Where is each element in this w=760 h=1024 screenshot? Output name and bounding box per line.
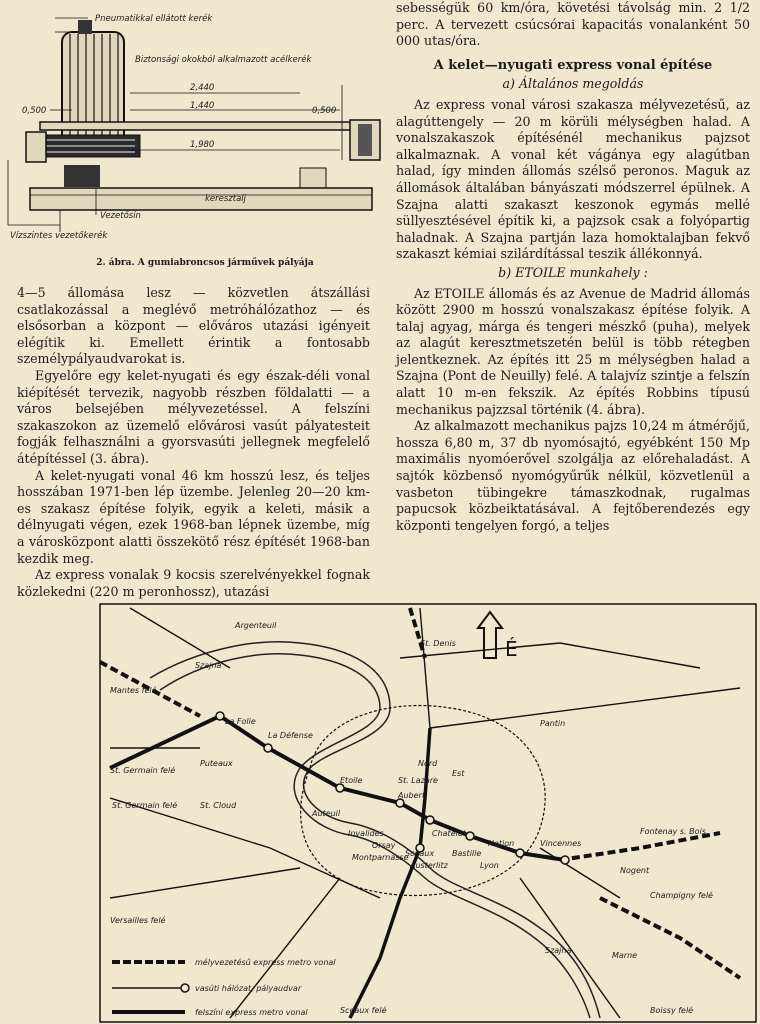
place-aubert: Aubert	[398, 791, 425, 800]
figure-2-track-diagram	[0, 0, 390, 258]
label-steel-wheel: Biztonsági okokból alkalmazott acélkerék	[135, 55, 312, 65]
place-bastille: Bastille	[452, 849, 482, 858]
place-fontenay: Fontenay s. Bois	[640, 827, 706, 836]
left-paragraph-4: Az express vonalak 9 kocsis szerelvényekkel fognak közlekedni (220 m peronhossz), utazási	[17, 567, 370, 599]
metro-map	[0, 598, 760, 1024]
left-paragraph-1: 4—5 állomása lesz — közvetlen átszállási csatlakozással a meglévő metróhálózathoz — és elsősorban a központ — előváros utazási igényeit elégítik ki. Emellett érintik a fontosabb személypályaudvarokat is.	[17, 285, 370, 367]
place-chatelet: Chatelet	[432, 829, 466, 838]
place-lyon: Lyon	[480, 861, 499, 870]
place-argenteuil: Argenteuil	[235, 621, 277, 630]
figure-2-caption: 2. ábra. A gumiabroncsos járművek pályája	[96, 258, 314, 268]
place-st-lazare: St. Lazare	[398, 776, 438, 785]
place-nation: Nation	[488, 839, 515, 848]
place-vincennes: Vincennes	[540, 839, 582, 848]
right-paragraph-3: Az alkalmazott mechanikus pajzs 10,24 m átmérőjű, hossza 6,80 m, 37 db nyomósajtó, egyébként 150 Mp maximális nyomóerővel szolgálja az előrehaladást. A sajtók közbenső nyomógyűrűk nélkül, közvetlenül a vasbeton tübingekre támaszkodnak, rugalmas papucsok közbeiktatásával. A fejtőberendezés egy központi tengelyen forgó, a teljes	[396, 418, 750, 533]
place-boissy: Boissy felé	[650, 1006, 694, 1015]
north-label: É	[505, 637, 518, 661]
place-orsay: Orsay	[372, 841, 396, 850]
place-nord: Nord	[418, 759, 438, 768]
place-la-folie: La Folie	[225, 717, 256, 726]
place-st-germain-2: St. Germain felé	[112, 801, 178, 810]
label-dim-2440: 2,440	[190, 83, 215, 93]
place-puteaux: Puteaux	[200, 759, 233, 768]
place-etoile: Etoile	[340, 776, 363, 785]
place-champigny: Champigny felé	[650, 891, 713, 900]
place-invalides: Invalides	[348, 829, 384, 838]
right-paragraph-2: Az ETOILE állomás és az Avenue de Madrid állomás között 2900 m hosszú vonalszakasz építése folyik. A talaj agyag, márga és tengeri mészkő (puha), melyek az alagút keresztmetszetén belül is több rétegben jelentkeznek. Az építés itt 25 m mélységben halad a Szajna (Pont de Neuilly) felé. A talajvíz szintje a felszín alatt 10 m-en fekszik. Az építés Robbins típusú mechanikus pajzzsal történik (4. ábra).	[396, 285, 750, 417]
label-dim-500-left: 0,500	[22, 106, 47, 116]
section-heading: A kelet—nyugati express vonal építése	[433, 57, 713, 73]
place-st-denis: St. Denis	[420, 639, 456, 648]
left-paragraph-3: A kelet-nyugati vonal 46 km hosszú lesz, és teljes hosszában 1971-ben lép üzembe. Jelenleg 20—20 km-es szakasz építése folyik, egyik a keleti, másik a délnyugati végen, ezek 1968-ban lépnek üzembe, míg a városközpont alatti összekötő rész építését 1968-ban kezdik meg.	[17, 467, 370, 566]
subheading-a: a) Általános megoldás	[502, 76, 644, 92]
legend-railway: vasúti hálózat, pályaudvar	[195, 984, 302, 993]
left-paragraph-2: Egyelőre egy kelet-nyugati és egy észak-déli vonal kiépítését tervezik, nagyobb részben földalatti — a város belsejében mélyvezetéssel. A felszíni szakaszokon az üzemelő elővárosi vasút pályatesteit fogják felhasználni a gyorsvasúti jellegnek megfelelő átépítéssel (3. ábra).	[17, 367, 370, 466]
place-nogent: Nogent	[620, 866, 650, 875]
label-dim-500-right: 0,500	[312, 106, 337, 116]
label-pneumatic-wheel: Pneumatikkal ellátott kerék	[95, 14, 213, 24]
place-la-defense: La Défense	[268, 731, 313, 740]
label-rail: Vezetősín	[100, 211, 141, 221]
place-marne: Marne	[612, 951, 638, 960]
place-szajna-top: Szajna	[195, 661, 222, 670]
place-mantes: Mantes felé	[110, 686, 157, 695]
place-versailles: Versailles felé	[110, 916, 166, 925]
label-dim-1980: 1,980	[190, 140, 215, 150]
right-paragraph-1: Az express vonal városi szakasza mélyvezetésű, az alagúttengely — 20 m körüli mélységben halad. A vonalszakaszok építésénél mechanikus pajzsot alkalmaznak. A vonal két vágánya egy alagútban halad, így minden állomás szélső peronos. Maguk az állomások általában bányászati módszerrel épülnek. A Szajna alatti szakaszt keszonok egymás mellé süllyesztésével építik ki, a pajzsok csak a folyópartig haladnak. A Szajna partján laza homoktalajban fekvő szakaszt kémiai szilárdítással teszik állékonnyá.	[396, 96, 750, 262]
place-est: Est	[452, 769, 465, 778]
right-paragraph-0: sebességük 60 km/óra, követési távolság min. 2 1/2 perc. A tervezett csúcsórai kapacitás vonalanként 50 000 utas/óra.	[396, 0, 750, 49]
legend-deep-express: mélyvezetésű express metro vonal	[195, 958, 336, 967]
right-column	[396, 0, 750, 534]
place-st-cloud: St. Cloud	[200, 801, 237, 810]
place-pantin: Pantin	[540, 719, 566, 728]
place-austerlitz: Austerlitz	[410, 861, 448, 870]
label-dim-1440: 1,440	[190, 101, 215, 111]
place-montparnasse: Montparnasse	[352, 853, 409, 862]
left-column	[17, 285, 370, 600]
place-sceaux-fele: Sceaux felé	[340, 1006, 387, 1015]
place-szajna-bottom: Szajna	[545, 946, 572, 955]
subheading-b: b) ETOILE munkahely :	[498, 264, 648, 280]
legend-surface-express: felszíni express metro vonal	[195, 1008, 308, 1017]
place-st-germain-1: St. Germain felé	[110, 766, 176, 775]
label-sleeper: keresztalj	[205, 194, 247, 204]
place-auteuil: Auteuil	[312, 809, 341, 818]
label-horizontal-guide: Vízszintes vezetőkerék	[10, 231, 108, 241]
place-sceaux: Sceaux	[405, 849, 435, 858]
